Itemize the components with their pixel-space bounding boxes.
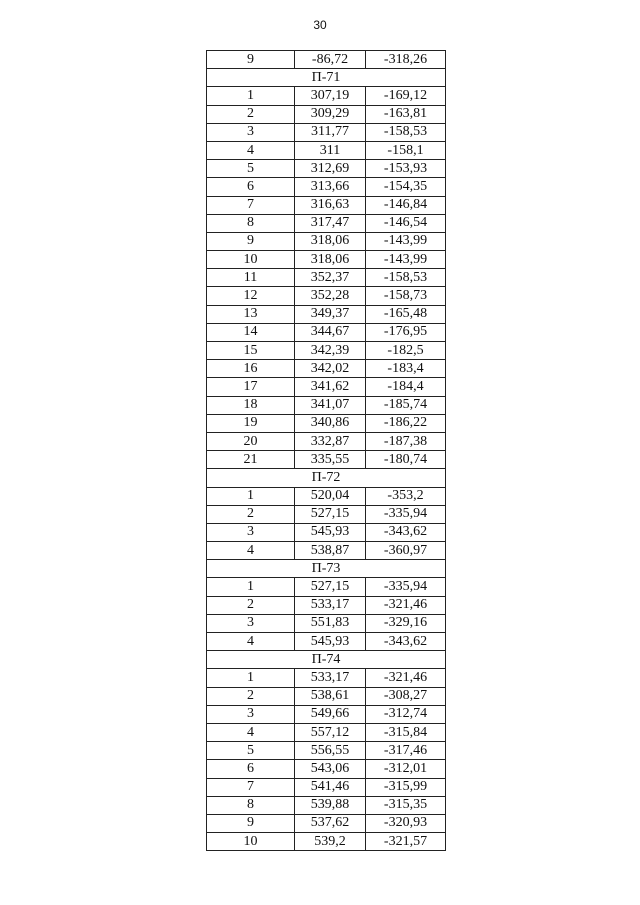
coordinates-table [206, 50, 446, 851]
x-coordinate-cell: 527,15 [295, 505, 366, 523]
point-number-cell: 20 [207, 432, 295, 450]
y-coordinate-cell: -335,94 [366, 578, 446, 596]
x-coordinate-cell: 520,04 [295, 487, 366, 505]
table-row [207, 414, 446, 432]
table-row [207, 214, 446, 232]
x-coordinate-cell: 342,39 [295, 342, 366, 360]
x-coordinate-cell: 551,83 [295, 614, 366, 632]
coordinates-table-body [207, 51, 446, 851]
point-number-cell: 4 [207, 633, 295, 651]
table-row [207, 178, 446, 196]
y-coordinate-cell: -182,5 [366, 342, 446, 360]
x-coordinate-cell: 335,55 [295, 451, 366, 469]
y-coordinate-cell: -153,93 [366, 160, 446, 178]
x-coordinate-cell: 539,88 [295, 796, 366, 814]
x-coordinate-cell: 311 [295, 141, 366, 159]
x-coordinate-cell: 318,06 [295, 232, 366, 250]
table-row [207, 760, 446, 778]
point-number-cell: 1 [207, 87, 295, 105]
table-row [207, 232, 446, 250]
x-coordinate-cell: 527,15 [295, 578, 366, 596]
point-number-cell: 3 [207, 705, 295, 723]
x-coordinate-cell: 545,93 [295, 633, 366, 651]
section-header-row [207, 469, 446, 487]
point-number-cell: 11 [207, 269, 295, 287]
table-row [207, 432, 446, 450]
y-coordinate-cell: -165,48 [366, 305, 446, 323]
table-row [207, 323, 446, 341]
x-coordinate-cell: 341,62 [295, 378, 366, 396]
table-row [207, 342, 446, 360]
y-coordinate-cell: -329,16 [366, 614, 446, 632]
x-coordinate-cell: 538,87 [295, 542, 366, 560]
y-coordinate-cell: -312,01 [366, 760, 446, 778]
x-coordinate-cell: 311,77 [295, 123, 366, 141]
y-coordinate-cell: -163,81 [366, 105, 446, 123]
table-row [207, 614, 446, 632]
x-coordinate-cell: 309,29 [295, 105, 366, 123]
table-row [207, 287, 446, 305]
point-number-cell: 4 [207, 141, 295, 159]
x-coordinate-cell: -86,72 [295, 51, 366, 69]
table-row [207, 160, 446, 178]
y-coordinate-cell: -176,95 [366, 323, 446, 341]
table-row [207, 487, 446, 505]
y-coordinate-cell: -183,4 [366, 360, 446, 378]
table-row [207, 505, 446, 523]
table-row [207, 578, 446, 596]
y-coordinate-cell: -360,97 [366, 542, 446, 560]
x-coordinate-cell: 543,06 [295, 760, 366, 778]
table-row [207, 378, 446, 396]
point-number-cell: 18 [207, 396, 295, 414]
y-coordinate-cell: -184,4 [366, 378, 446, 396]
x-coordinate-cell: 533,17 [295, 669, 366, 687]
point-number-cell: 2 [207, 596, 295, 614]
x-coordinate-cell: 307,19 [295, 87, 366, 105]
x-coordinate-cell: 313,66 [295, 178, 366, 196]
table-row [207, 633, 446, 651]
section-label: П-74 [207, 651, 446, 669]
point-number-cell: 8 [207, 796, 295, 814]
point-number-cell: 21 [207, 451, 295, 469]
x-coordinate-cell: 316,63 [295, 196, 366, 214]
table-row [207, 723, 446, 741]
y-coordinate-cell: -315,35 [366, 796, 446, 814]
x-coordinate-cell: 533,17 [295, 596, 366, 614]
table-row [207, 833, 446, 851]
y-coordinate-cell: -154,35 [366, 178, 446, 196]
table-row [207, 669, 446, 687]
x-coordinate-cell: 342,02 [295, 360, 366, 378]
y-coordinate-cell: -321,46 [366, 596, 446, 614]
section-label: П-71 [207, 69, 446, 87]
y-coordinate-cell: -158,53 [366, 123, 446, 141]
table-row [207, 396, 446, 414]
table-row [207, 305, 446, 323]
table-row [207, 523, 446, 541]
point-number-cell: 14 [207, 323, 295, 341]
y-coordinate-cell: -315,84 [366, 723, 446, 741]
table-row [207, 778, 446, 796]
y-coordinate-cell: -317,46 [366, 742, 446, 760]
table-row [207, 360, 446, 378]
section-header-row [207, 69, 446, 87]
point-number-cell: 10 [207, 251, 295, 269]
point-number-cell: 1 [207, 578, 295, 596]
x-coordinate-cell: 332,87 [295, 432, 366, 450]
y-coordinate-cell: -321,46 [366, 669, 446, 687]
x-coordinate-cell: 537,62 [295, 814, 366, 832]
point-number-cell: 3 [207, 523, 295, 541]
y-coordinate-cell: -186,22 [366, 414, 446, 432]
x-coordinate-cell: 541,46 [295, 778, 366, 796]
y-coordinate-cell: -185,74 [366, 396, 446, 414]
table-row [207, 123, 446, 141]
table-row [207, 705, 446, 723]
point-number-cell: 16 [207, 360, 295, 378]
x-coordinate-cell: 340,86 [295, 414, 366, 432]
point-number-cell: 2 [207, 687, 295, 705]
y-coordinate-cell: -353,2 [366, 487, 446, 505]
point-number-cell: 9 [207, 232, 295, 250]
y-coordinate-cell: -318,26 [366, 51, 446, 69]
y-coordinate-cell: -335,94 [366, 505, 446, 523]
table-row [207, 687, 446, 705]
x-coordinate-cell: 557,12 [295, 723, 366, 741]
point-number-cell: 7 [207, 778, 295, 796]
section-label: П-72 [207, 469, 446, 487]
y-coordinate-cell: -321,57 [366, 833, 446, 851]
point-number-cell: 15 [207, 342, 295, 360]
y-coordinate-cell: -143,99 [366, 232, 446, 250]
x-coordinate-cell: 538,61 [295, 687, 366, 705]
point-number-cell: 7 [207, 196, 295, 214]
y-coordinate-cell: -343,62 [366, 523, 446, 541]
point-number-cell: 5 [207, 160, 295, 178]
x-coordinate-cell: 352,37 [295, 269, 366, 287]
table-row [207, 251, 446, 269]
point-number-cell: 4 [207, 542, 295, 560]
table-row [207, 796, 446, 814]
y-coordinate-cell: -169,12 [366, 87, 446, 105]
section-header-row [207, 560, 446, 578]
table-row [207, 542, 446, 560]
table-row [207, 596, 446, 614]
table-row [207, 451, 446, 469]
point-number-cell: 9 [207, 51, 295, 69]
point-number-cell: 17 [207, 378, 295, 396]
section-label: П-73 [207, 560, 446, 578]
y-coordinate-cell: -180,74 [366, 451, 446, 469]
section-header-row [207, 651, 446, 669]
point-number-cell: 8 [207, 214, 295, 232]
y-coordinate-cell: -187,38 [366, 432, 446, 450]
x-coordinate-cell: 349,37 [295, 305, 366, 323]
point-number-cell: 3 [207, 614, 295, 632]
x-coordinate-cell: 549,66 [295, 705, 366, 723]
point-number-cell: 6 [207, 760, 295, 778]
x-coordinate-cell: 312,69 [295, 160, 366, 178]
x-coordinate-cell: 556,55 [295, 742, 366, 760]
y-coordinate-cell: -315,99 [366, 778, 446, 796]
y-coordinate-cell: -308,27 [366, 687, 446, 705]
point-number-cell: 5 [207, 742, 295, 760]
x-coordinate-cell: 317,47 [295, 214, 366, 232]
page-number: 30 [313, 18, 327, 32]
y-coordinate-cell: -320,93 [366, 814, 446, 832]
table-row [207, 196, 446, 214]
y-coordinate-cell: -158,1 [366, 141, 446, 159]
point-number-cell: 12 [207, 287, 295, 305]
y-coordinate-cell: -158,53 [366, 269, 446, 287]
table-row [207, 87, 446, 105]
point-number-cell: 1 [207, 669, 295, 687]
table-row [207, 51, 446, 69]
y-coordinate-cell: -146,84 [366, 196, 446, 214]
x-coordinate-cell: 318,06 [295, 251, 366, 269]
point-number-cell: 2 [207, 105, 295, 123]
point-number-cell: 3 [207, 123, 295, 141]
table-row [207, 269, 446, 287]
y-coordinate-cell: -146,54 [366, 214, 446, 232]
x-coordinate-cell: 539,2 [295, 833, 366, 851]
point-number-cell: 10 [207, 833, 295, 851]
x-coordinate-cell: 545,93 [295, 523, 366, 541]
point-number-cell: 4 [207, 723, 295, 741]
point-number-cell: 2 [207, 505, 295, 523]
point-number-cell: 1 [207, 487, 295, 505]
y-coordinate-cell: -143,99 [366, 251, 446, 269]
x-coordinate-cell: 341,07 [295, 396, 366, 414]
point-number-cell: 9 [207, 814, 295, 832]
point-number-cell: 13 [207, 305, 295, 323]
table-row [207, 105, 446, 123]
x-coordinate-cell: 344,67 [295, 323, 366, 341]
x-coordinate-cell: 352,28 [295, 287, 366, 305]
y-coordinate-cell: -312,74 [366, 705, 446, 723]
y-coordinate-cell: -158,73 [366, 287, 446, 305]
y-coordinate-cell: -343,62 [366, 633, 446, 651]
table-row [207, 141, 446, 159]
point-number-cell: 19 [207, 414, 295, 432]
table-row [207, 814, 446, 832]
point-number-cell: 6 [207, 178, 295, 196]
table-row [207, 742, 446, 760]
